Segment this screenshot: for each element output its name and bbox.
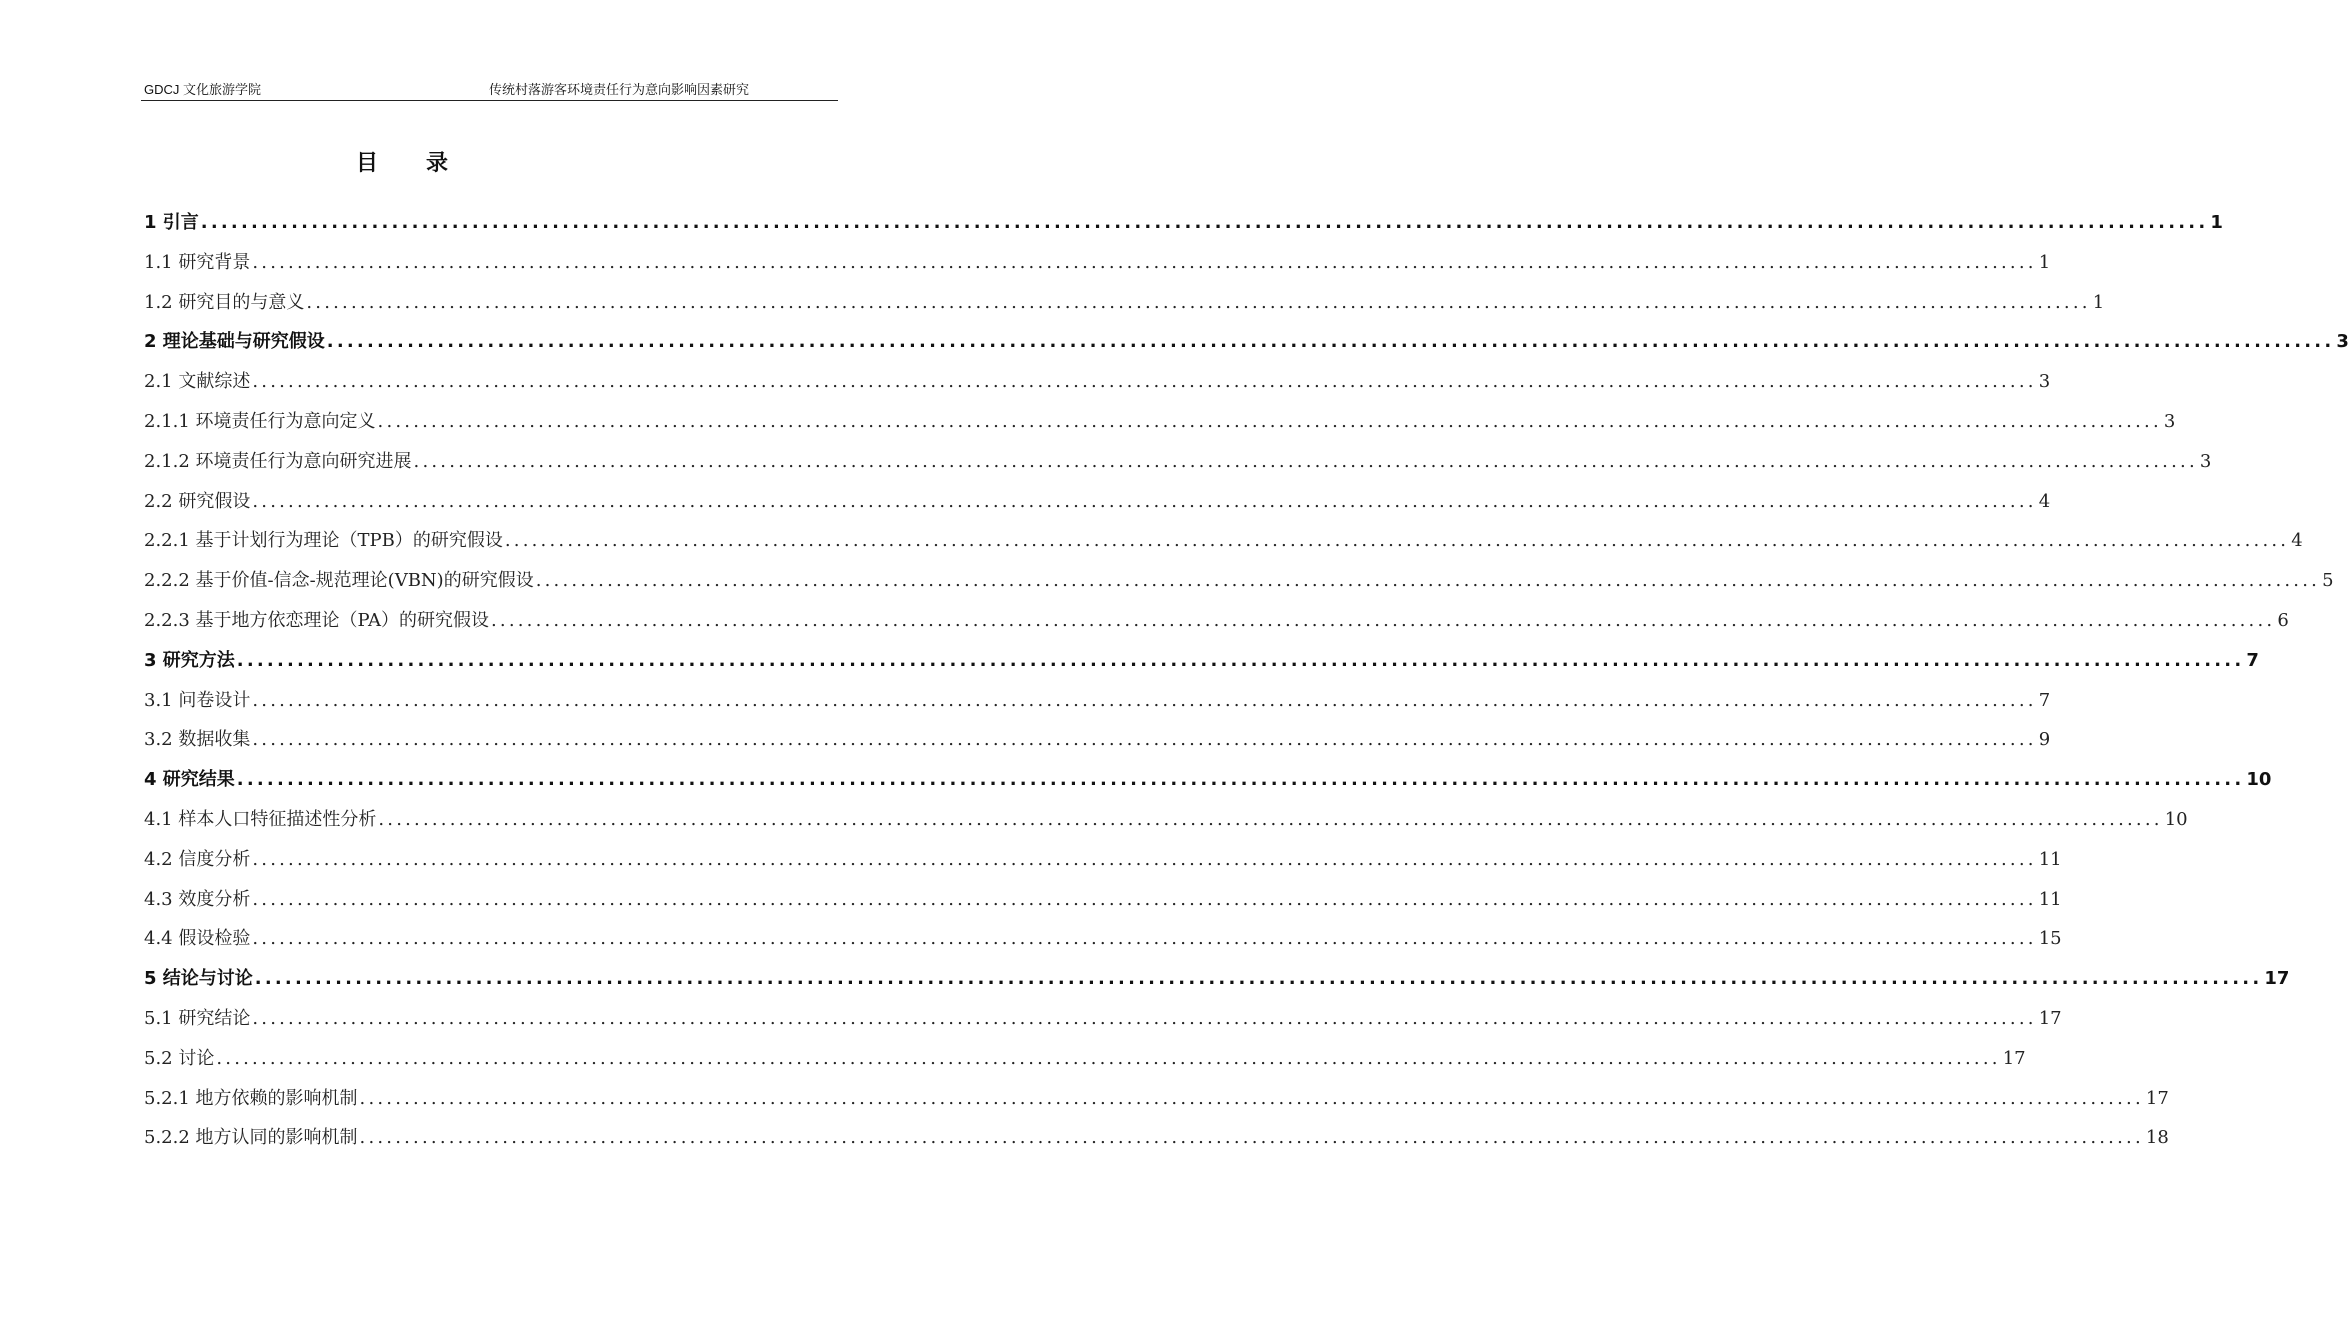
toc-dot-leader: ........................................................................................................................................................................................................ [254,968,2263,990]
toc-entry[interactable] [144,526,2303,566]
toc-entry[interactable] [144,1084,2169,1124]
toc-entry-label: 4.4 假设检验 [144,928,251,950]
toc-entry[interactable] [144,208,2223,248]
toc-dot-leader: ........................................................................................................................................................................................................ [252,729,2037,751]
toc-entry-page-number: 17 [2038,1007,2062,1029]
toc-entry[interactable] [144,805,2188,845]
toc-dot-leader: ........................................................................................................................................................................................................ [252,928,2037,950]
toc-entry-page-number: 10 [2246,769,2272,791]
toc-entry-page-number: 4 [2291,530,2303,552]
header-institution: GDCJ 文化旅游学院 [144,82,262,97]
toc-entry[interactable] [144,845,2062,885]
toc-entry[interactable] [144,367,2051,407]
toc-entry-label: 4.2 信度分析 [144,848,251,870]
toc-entry-label: 2 理论基础与研究假设 [144,331,325,353]
toc-entry-label: 2.2.3 基于地方依恋理论（PA）的研究假设 [144,609,489,631]
toc-dot-leader: ........................................................................................................................................................................................................ [252,371,2037,393]
toc-entry-page-number: 11 [2038,848,2062,870]
toc-entry-page-number: 1 [2210,212,2223,233]
toc-entry-label: 4.1 样本人口特征描述性分析 [144,808,377,830]
toc-dot-leader: ........................................................................................................................................................................................................ [490,609,2276,631]
toc-entry-page-number: 15 [2038,928,2062,950]
toc-dot-leader: ........................................................................................................................................................................................................ [359,1127,2144,1149]
toc-entry-page-number: 1 [2092,291,2105,313]
toc-entry-page-number: 17 [2145,1087,2169,1109]
toc-entry-label: 1.2 研究目的与意义 [144,291,305,313]
page-header [141,78,838,101]
toc-entry[interactable] [144,725,2051,765]
toc-entry-label: 5 结论与讨论 [144,968,253,990]
toc-entry[interactable] [144,407,2176,447]
toc-dot-leader: ........................................................................................................................................................................................................ [252,848,2037,870]
toc-dot-leader: ........................................................................................................................................................................................................ [413,450,2198,472]
toc-entry-label: 2.1 文献综述 [144,371,251,393]
toc-entry-page-number: 3 [2163,410,2176,432]
toc-entry[interactable] [144,1123,2169,1163]
toc-dot-leader: ........................................................................................................................................................................................................ [377,410,2162,432]
toc-entry-label: 2.2 研究假设 [144,490,251,512]
toc-dot-leader: ........................................................................................................................................................................................................ [236,769,2245,791]
toc-title: 目录 [356,151,497,176]
toc-dot-leader: ........................................................................................................................................................................................................ [252,1007,2037,1029]
toc-entry-label: 2.1.2 环境责任行为意向研究进展 [144,450,412,472]
toc-entry[interactable] [144,1004,2062,1044]
toc-entry-label: 4.3 效度分析 [144,888,251,910]
toc-entry[interactable] [144,248,2051,288]
toc-entry-label: 4 研究结果 [144,769,235,791]
toc-entry-label: 2.1.1 环境责任行为意向定义 [144,410,376,432]
toc-entry-label: 2.2.2 基于价值-信念-规范理论(VBN)的研究假设 [144,570,534,592]
toc-dot-leader: ........................................................................................................................................................................................................ [306,291,2091,313]
toc-dot-leader: ........................................................................................................................................................................................................ [252,251,2037,273]
toc-dot-leader: ........................................................................................................................................................................................................ [378,808,2163,830]
toc-entry[interactable] [144,487,2051,527]
toc-dot-leader: ........................................................................................................................................................................................................ [326,331,2335,353]
toc-entry-page-number: 1 [2038,251,2051,273]
toc-entry[interactable] [144,566,2334,606]
toc-entry-label: 3 研究方法 [144,649,235,671]
toc-entry-page-number: 4 [2038,490,2051,512]
toc-entry-page-number: 11 [2038,888,2062,910]
toc-entry-label: 1.1 研究背景 [144,251,251,273]
toc-entry-page-number: 3 [2038,371,2051,393]
toc-entry[interactable] [144,924,2062,964]
toc-entry-page-number: 7 [2038,689,2051,711]
toc-entry[interactable] [144,686,2051,726]
toc-dot-leader: ........................................................................................................................................................................................................ [535,570,2321,592]
toc-entry-label: 5.2 讨论 [144,1047,215,1069]
toc-dot-leader: ........................................................................................................................................................................................................ [252,888,2037,910]
toc-entry[interactable] [144,1044,2026,1084]
toc-entry-page-number: 5 [2322,570,2334,592]
toc-dot-leader: ........................................................................................................................................................................................................ [252,490,2037,512]
toc-entry-label: 2.2.1 基于计划行为理论（TPB）的研究假设 [144,530,503,552]
toc-entry-label: 3.2 数据收集 [144,729,251,751]
toc-dot-leader: ........................................................................................................................................................................................................ [359,1087,2144,1109]
toc-entry-page-number: 7 [2246,649,2259,671]
toc-dot-leader: ........................................................................................................................................................................................................ [504,530,2290,552]
toc-entry-page-number: 6 [2277,609,2289,631]
toc-dot-leader: ........................................................................................................................................................................................................ [236,649,2245,671]
toc-dot-leader: ........................................................................................................................................................................................................ [216,1047,2001,1069]
toc-entry-page-number: 3 [2336,331,2349,353]
toc-entry[interactable] [144,964,2290,1004]
toc-entry-label: 1 引言 [144,212,199,233]
toc-entry-page-number: 17 [2002,1047,2026,1069]
toc-entry[interactable] [144,765,2272,805]
toc-entry-page-number: 18 [2145,1127,2169,1149]
toc-entry[interactable] [144,327,2349,367]
header-thesis-title: 传统村落游客环境责任行为意向影响因素研究 [489,82,750,97]
toc-entry-label: 5.2.1 地方依赖的影响机制 [144,1087,358,1109]
toc-dot-leader: ........................................................................................................................................................................................................ [252,689,2037,711]
toc-entry[interactable] [144,646,2259,686]
toc-entry-label: 5.1 研究结论 [144,1007,251,1029]
toc-entry-page-number: 10 [2164,808,2188,830]
toc-entry[interactable] [144,606,2289,646]
toc-entry[interactable] [144,288,2105,328]
toc-entry-page-number: 9 [2038,729,2051,751]
toc-entry-label: 3.1 问卷设计 [144,689,251,711]
toc-entry-label: 5.2.2 地方认同的影响机制 [144,1127,358,1149]
toc-dot-leader: ........................................................................................................................................................................................................ [200,212,2209,233]
toc-entry[interactable] [144,447,2212,487]
toc-entry-page-number: 3 [2199,450,2212,472]
toc-entry-page-number: 17 [2264,968,2290,990]
table-of-contents [144,208,2349,1163]
toc-entry[interactable] [144,885,2062,925]
